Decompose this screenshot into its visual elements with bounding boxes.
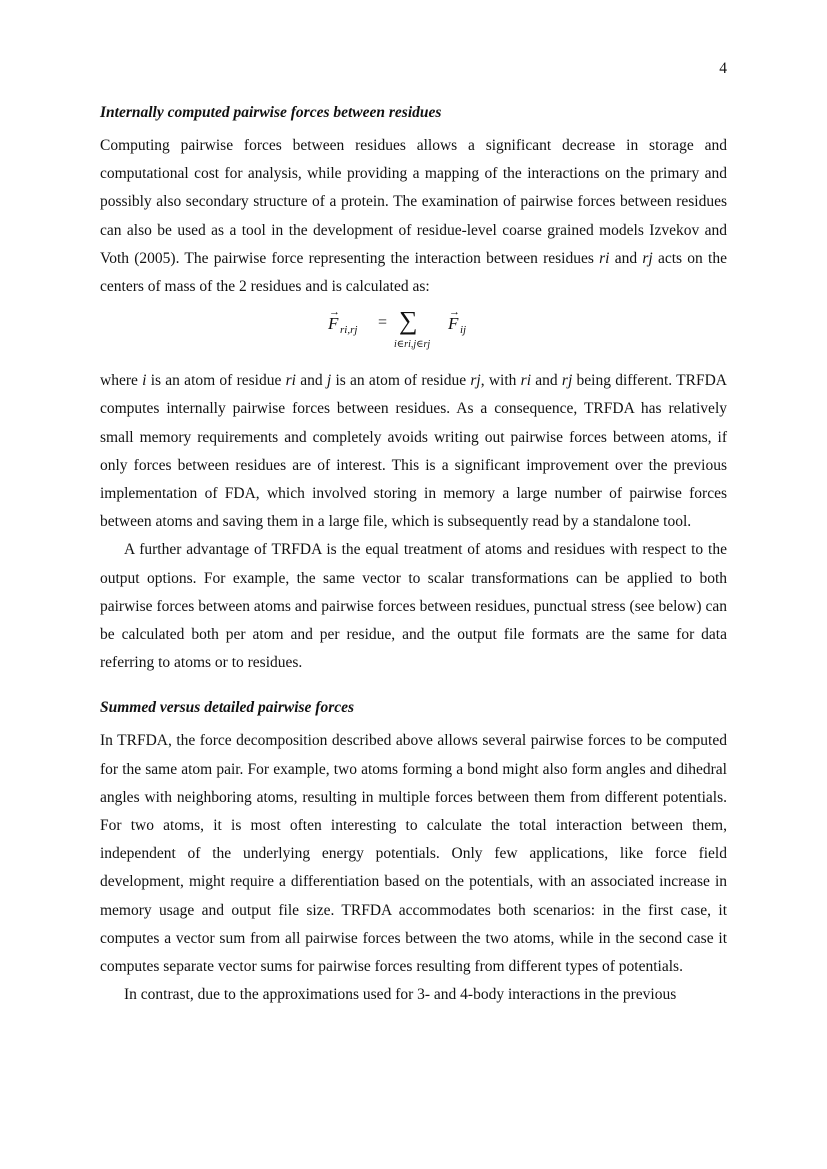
text-segment: and — [531, 372, 562, 390]
text-segment: is an atom of residue — [146, 372, 286, 390]
text-segment: where — [100, 372, 143, 390]
text-segment: acts on the centers of mass of the 2 residues and is calculated as: — [100, 249, 727, 296]
paragraph-residue-forces-intro — [100, 132, 727, 301]
text-segment: and — [609, 249, 643, 267]
equation-sum-symbol: ∑ — [399, 306, 418, 336]
text-segment: is an atom of residue — [331, 372, 471, 390]
residue-force-equation — [100, 301, 727, 367]
vector-arrow: → — [449, 306, 460, 319]
text-segment: being different. TRFDA computes internally pairwise forces between residues. As a consequence, TRFDA has relatively small memory requirements and completely avoids writing out pairwise forces between atoms, if only forces between residues are of interest. This is a significant improvement over the previous implementation of FDA, which involved storing in memory a large number of pairwise forces between atoms and saving them in a large file, which is subsequently read by a standalone tool. — [100, 372, 727, 531]
equation-lhs-subscript: ri,rj — [340, 324, 358, 337]
text-rj: rj — [470, 372, 481, 390]
equation-lhs-symbol: F — [328, 314, 339, 334]
equation-rhs-subscript: ij — [460, 324, 467, 337]
text-rj: rj — [642, 249, 653, 267]
text-segment: Computing pairwise forces between residues allows a significant decrease in storage and computational cost for analysis, while providing a mapping of the interactions on the primary and possibly also secondary structure of a protein. The examination of pairwise forces between residues can also be used as a tool in the development of residue-level coarse grained models Izvekov and Voth (2005). The pairwise force representing the interaction between residues — [100, 137, 727, 267]
equation-equals: = — [378, 314, 388, 332]
section-heading-summed-detailed: Summed versus detailed pairwise forces — [100, 699, 355, 717]
section-heading-residue-forces: Internally computed pairwise forces between residues — [100, 104, 442, 121]
equation-sum-limits: i∈ri,j∈rj — [394, 339, 431, 351]
text-segment: and — [295, 372, 327, 390]
paragraph-trfda-internal — [100, 367, 727, 536]
vector-arrow: → — [329, 306, 340, 319]
paragraph-contrast: In contrast, due to the approximations used for 3- and 4-body interactions in the previous — [124, 986, 677, 1004]
paragraph-advantage: A further advantage of TRFDA is the equal treatment of atoms and residues with respect to the output options. For example, the same vector to scalar transformations can be applied to both pairwise forces between atoms and pairwise forces between residues, punctual stress (see below) can be calculated both per atom and per residue, and the output file formats are the same for data referring to atoms or to residues. — [100, 541, 727, 672]
text-ri: ri — [520, 372, 532, 390]
main-content — [100, 101, 727, 1009]
text-ri: ri — [285, 372, 296, 390]
page-number: 4 — [719, 60, 727, 77]
text-i: i — [142, 372, 147, 390]
text-segment: , with — [480, 372, 521, 390]
text-ri: ri — [599, 249, 610, 267]
paragraph-summed-detailed: In TRFDA, the force decomposition described above allows several pairwise forces to be computed for the same atom pair. For example, two atoms forming a bond might also form angles and dihedral angles with neighboring atoms, resulting in multiple forces between them from different potentials. For two atoms, it is most often interesting to calculate the total interaction between them, independent of the underlying energy potentials. Only few applications, like force field development, might require a differentiation based on the potentials, with an associated increase in memory usage and output file size. TRFDA accommodates both scenarios: in the first case, it computes a vector sum from all pairwise forces between the two atoms, while in the second case it computes separate vector sums for pairwise forces resulting from different types of potentials. — [100, 732, 727, 976]
text-rj: rj — [561, 372, 573, 390]
text-j: j — [326, 372, 332, 390]
equation-rhs-symbol: F — [448, 314, 459, 334]
